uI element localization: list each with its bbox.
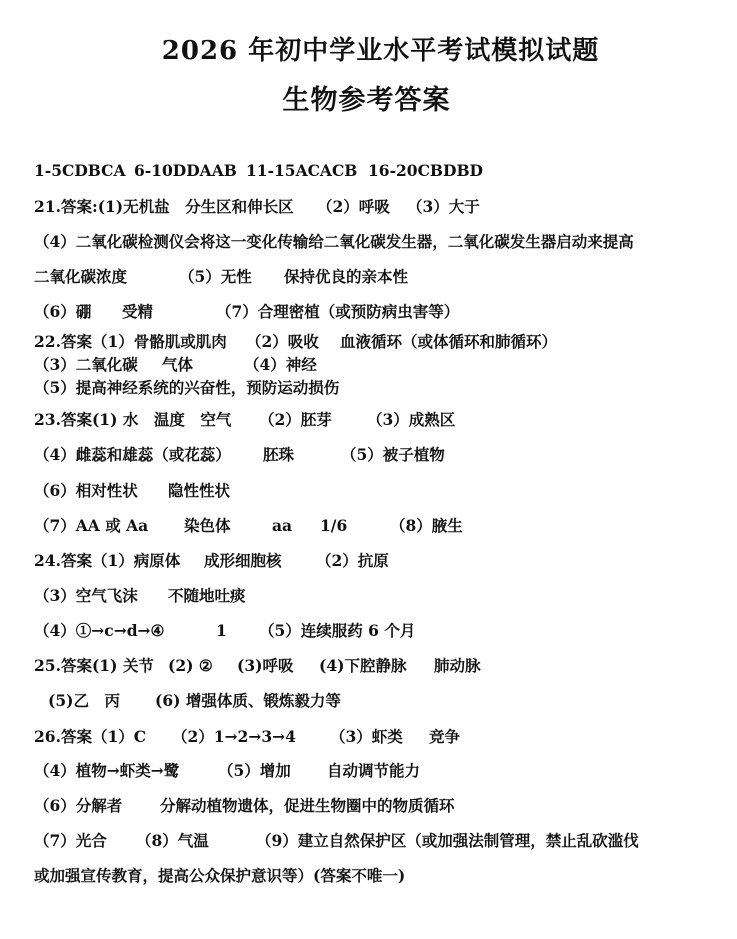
q22-answer-2b: 血液循环（或体循环和肺循环） [340,332,558,351]
q23-answer-3: （3）成熟区 [367,410,456,429]
q26-answer-8: （8）气温 [136,831,209,850]
q21-answer-6b: 受精 [122,302,154,321]
document-subtitle: 生物参考答案 [282,85,451,116]
q23-answer-4b: 胚珠 [263,445,295,464]
q25-answer-6: (6) 增强体质、锻炼毅力等 [155,691,341,710]
q25-answer-2: (2) ② [168,656,213,675]
q26-answer-5b: 自动调节能力 [327,761,421,780]
q21-answer-2: （2）呼吸 [317,197,390,216]
q21-answer-6: （6）硼 [34,302,92,321]
q23-answer-2: （2）胚芽 [259,410,332,429]
q26-answer-7: （7）光合 [34,831,107,850]
q26-answer-6b: 分解动植物遗体，促进生物圈中的物质循环 [160,796,455,815]
q22-answer-2: （2）吸收 [246,332,319,351]
q21-answer-1: 21.答案:(1)无机盐 分生区和伸长区 [34,197,294,216]
mc-answers-11-15: 11-15ACACB [246,161,358,180]
q22-answer-5: （5）提高神经系统的兴奋性，预防运动损伤 [34,378,340,397]
q26-answer-3b: 竞争 [429,727,461,746]
q26-answer-4: （4）植物→虾类→鹭 [34,761,180,780]
q25-answer-5: (5)乙 丙 [48,691,120,710]
q21-answer-5: （5）无性 [179,267,252,286]
mc-answers-1-5: 1-5CDBCA [34,161,126,180]
q23-answer-5: （5）被子植物 [341,445,445,464]
q26-answer-2: （2）1→2→3→4 [172,727,296,746]
q22-answer-1: 22.答案（1）骨骼肌或肌肉 [34,332,227,351]
q22-answer-4: （4）神经 [244,355,317,374]
q23-answer-7d: 1/6 [320,516,348,535]
q23-answer-4: （4）雌蕊和雄蕊（或花蕊） [34,445,231,464]
q25-answer-4b: 肺动脉 [434,656,481,675]
q25-answer-4: (4)下腔静脉 [319,656,407,675]
q23-answer-1: 23.答案(1) 水 温度 空气 [34,410,232,429]
q24-answer-1b: 成形细胞核 [204,551,282,570]
q26-answer-3: （3）虾类 [330,727,403,746]
q26-answer-6: （6）分解者 [34,796,123,815]
q22-answer-3b: 气体 [162,355,194,374]
q26-answer-5: （5）增加 [218,761,291,780]
q24-answer-1: 24.答案（1）病原体 [34,551,181,570]
q23-answer-7c: aa [272,516,293,535]
q21-answer-4-cont: 二氧化碳浓度 [34,267,128,286]
q23-answer-8: （8）腋生 [390,516,463,535]
q24-answer-4b: 1 [216,621,227,640]
q25-answer-1: 25.答案(1) 关节 [34,656,154,675]
q25-answer-3: (3)呼吸 [237,656,294,675]
q23-answer-6b: 隐性性状 [168,481,231,500]
q21-answer-5-reason: 保持优良的亲本性 [284,267,409,286]
q26-answer-9: （9）建立自然保护区（或加强法制管理，禁止乱砍滥伐 [256,831,639,850]
q24-answer-3: （3）空气飞沫 [34,586,138,605]
document-title: 2026 年初中学业水平考试模拟试题 [161,36,600,66]
q24-answer-5: （5）连续服药 6 个月 [259,621,416,640]
q21-answer-3: （3）大于 [407,197,480,216]
q23-answer-6: （6）相对性状 [34,481,138,500]
q24-answer-3b: 不随地吐痰 [168,586,246,605]
q23-answer-7: （7）AA 或 Aa [34,516,149,535]
q21-answer-4: （4）二氧化碳检测仪会将这一变化传输给二氧化碳发生器，二氧化碳发生器启动来提高 [34,232,634,251]
q24-answer-2: （2）抗原 [316,551,389,570]
q23-answer-7b: 染色体 [184,516,231,535]
mc-answers-16-20: 16-20CBDBD [368,161,483,180]
q22-answer-3: （3）二氧化碳 [34,355,138,374]
mc-answers-6-10: 6-10DDAAB [134,161,237,180]
q24-answer-4: （4）①→c→d→④ [34,621,165,640]
q26-answer-1: 26.答案（1）C [34,727,147,746]
q21-answer-7: （7）合理密植（或预防病虫害等） [216,302,460,321]
q26-answer-9-cont: 或加强宣传教育，提高公众保护意识等）(答案不唯一) [34,866,406,885]
